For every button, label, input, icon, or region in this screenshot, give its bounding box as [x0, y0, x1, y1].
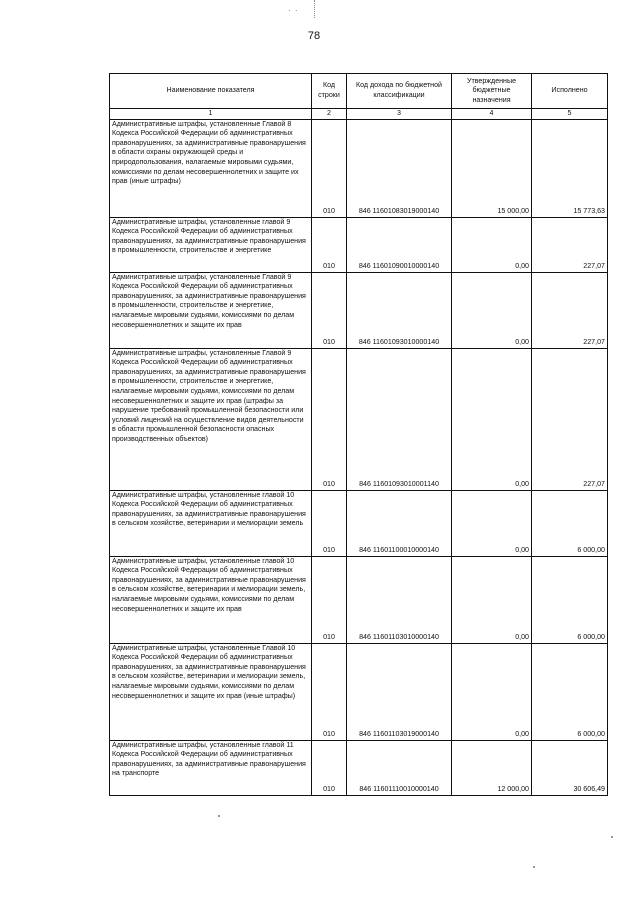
- table-row: [110, 643, 608, 740]
- row-code: 010: [312, 643, 347, 740]
- row-kbk: 846 11601103010000140: [347, 556, 452, 643]
- scan-speck: [533, 866, 535, 868]
- row-approved: 0,00: [452, 348, 532, 490]
- header-kbk: Код дохода по бюджетной классификации: [347, 74, 452, 109]
- table-row: [110, 272, 608, 348]
- scan-speck: [611, 836, 613, 838]
- row-kbk: 846 11601090010000140: [347, 217, 452, 272]
- header-name: Наименование показателя: [110, 74, 312, 109]
- column-number: 3: [347, 109, 452, 120]
- row-name: Административные штрафы, установленные Главой 8 Кодекса Российской Федерации об административных правонарушениях, за административные правонарушения в области охраны окружающей среды и природопользования, налагаемые мировыми судьями, комиссиями по делам несовершеннолетних и защите их прав (иные штрафы): [110, 119, 312, 217]
- column-number-row: [110, 109, 608, 120]
- scan-artifact-dots: · ·: [288, 6, 299, 15]
- column-number: 1: [110, 109, 312, 120]
- row-code: 010: [312, 119, 347, 217]
- row-code: 010: [312, 490, 347, 556]
- row-name: Административные штрафы, установленные главой 10 Кодекса Российской Федерации об административных правонарушениях, за административные правонарушения в сельском хозяйстве, ветеринарии и мелиорации земель, налагаемые мировыми судьями, комиссиями по делам несовершеннолетних и защите их прав: [110, 556, 312, 643]
- page-number: 78: [307, 30, 321, 42]
- row-code: 010: [312, 740, 347, 795]
- row-name: Административные штрафы, установленные Главой 9 Кодекса Российской Федерации об административных правонарушениях, за административные правонарушения в промышленности, строительстве и энергетике, налагаемые мировыми судьями, комиссиями по делам несовершеннолетних и защите их прав: [110, 272, 312, 348]
- row-kbk: 846 11601093010000140: [347, 272, 452, 348]
- table-row: [110, 490, 608, 556]
- row-approved: 0,00: [452, 643, 532, 740]
- table-row: [110, 740, 608, 795]
- scan-speck: [218, 815, 220, 817]
- row-name: Административные штрафы, установленные Главой 9 Кодекса Российской Федерации об административных правонарушениях, за административные правонарушения в промышленности, строительстве и энергетике, налагаемые мировыми судьями, комиссиями по делам несовершеннолетних и защите их прав (штрафы за нарушение требований промышленной безопасности или условий лицензий на осуществление видов деятельности в области промышленной безопасности опасных производственных объектов): [110, 348, 312, 490]
- row-approved: 0,00: [452, 490, 532, 556]
- header-code: Код строки: [312, 74, 347, 109]
- scan-artifact-line: [314, 0, 316, 18]
- row-kbk: 846 11601110010000140: [347, 740, 452, 795]
- row-code: 010: [312, 217, 347, 272]
- table-row: [110, 217, 608, 272]
- row-approved: 12 000,00: [452, 740, 532, 795]
- row-executed: 30 606,49: [532, 740, 608, 795]
- row-name: Административные штрафы, установленные главой 10 Кодекса Российской Федерации об административных правонарушениях, за административные правонарушения в сельском хозяйстве, ветеринарии и мелиорации земель: [110, 490, 312, 556]
- row-executed: 6 000,00: [532, 490, 608, 556]
- row-kbk: 846 11601093010001140: [347, 348, 452, 490]
- row-approved: 15 000,00: [452, 119, 532, 217]
- budget-execution-table: [109, 73, 608, 796]
- row-executed: 227,07: [532, 217, 608, 272]
- row-approved: 0,00: [452, 556, 532, 643]
- table-row: [110, 119, 608, 217]
- header-approved: Утвержденные бюджетные назначения: [452, 74, 532, 109]
- row-kbk: 846 11601100010000140: [347, 490, 452, 556]
- row-name: Административные штрафы, установленные главой 11 Кодекса Российской Федерации об административных правонарушениях, за административные правонарушения на транспорте: [110, 740, 312, 795]
- row-executed: 6 000,00: [532, 556, 608, 643]
- row-kbk: 846 11601083019000140: [347, 119, 452, 217]
- header-executed: Исполнено: [532, 74, 608, 109]
- header-row: [110, 74, 608, 109]
- column-number: 4: [452, 109, 532, 120]
- row-name: Административные штрафы, установленные главой 9 Кодекса Российской Федерации об административных правонарушениях, за административные правонарушения в промышленности, строительстве и энергетике: [110, 217, 312, 272]
- column-number: 5: [532, 109, 608, 120]
- row-executed: 227,07: [532, 272, 608, 348]
- row-code: 010: [312, 556, 347, 643]
- row-code: 010: [312, 348, 347, 490]
- row-executed: 227,07: [532, 348, 608, 490]
- column-number: 2: [312, 109, 347, 120]
- row-executed: 6 000,00: [532, 643, 608, 740]
- table-row: [110, 556, 608, 643]
- table-row: [110, 348, 608, 490]
- row-approved: 0,00: [452, 272, 532, 348]
- row-kbk: 846 11601103019000140: [347, 643, 452, 740]
- row-executed: 15 773,63: [532, 119, 608, 217]
- row-code: 010: [312, 272, 347, 348]
- row-name: Административные штрафы, установленные Главой 10 Кодекса Российской Федерации об административных правонарушениях, за административные правонарушения в сельском хозяйстве, ветеринарии и мелиорации земель, налагаемые мировыми судьями, комиссиями по делам несовершеннолетних и защите их прав (иные штрафы): [110, 643, 312, 740]
- row-approved: 0,00: [452, 217, 532, 272]
